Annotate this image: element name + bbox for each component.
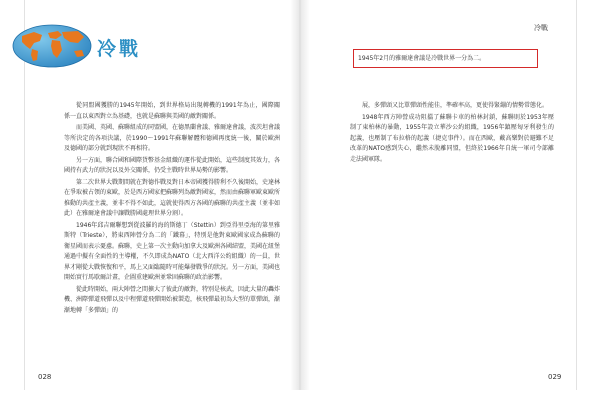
left-page-number: 028: [38, 373, 52, 381]
paragraph: 從此時開始，兩大陣營之間擴大了彼此的敵對，特別是核武，因此大量的轟炸機、洲際彈道飛彈以及中程彈道飛彈開始被製造，核飛彈最初為大型的單彈頭，漸漸地轉「多彈頭」的: [64, 285, 281, 314]
paragraph: 展，多彈頭又比單彈頭性能佳，準確率高，更使得緊繃的情勢常態化。: [362, 102, 549, 109]
chapter-title: 冷戰: [97, 38, 142, 60]
right-body-text: [350, 101, 554, 166]
book-gutter: [290, 0, 310, 390]
callout-box: 1945年2月的雅爾達會議是冷戰世界一分為二。: [353, 49, 538, 68]
running-head: 冷戰: [534, 24, 548, 32]
right-page-number: 029: [548, 373, 562, 381]
paragraph: 另一方面，聯合國和國際貨幣基金組織的運作從此開始，這些制度其效力，各國持有武力的狀況以及外交關係，仍受主戰時世界局勢的影響。: [64, 156, 281, 174]
world-map-globe-icon: [12, 24, 92, 68]
paragraph: 而美國、英國、蘇聯組成的同盟國，在德黑蘭會議、雅爾達會議，波茨坦會議等所決定的各項決議，於1990～1991年蘇聯解體和德國再度統一後，關於歐洲及德國的部分就到現狀不再相符。: [64, 124, 281, 152]
left-body-text: [64, 101, 280, 317]
paragraph: 1946年邱吉爾聯想到從波羅的海的斯德丁（Stettin）到亞得里亞海的第里雅斯特（Trieste），將東西陣營分為二的「鐵幕」，特別是他對東歐國家成為蘇聯的衛星國而表示憂慮。蘇聯，史上第一次主動向加拿大及歐洲各國結盟，美國在紐堡通過中擬有全面性的主導權，不久即成為NATO（北大西洋公約組織）的一員，世界才剛從大戰恢復和平，馬上又面臨隨時可能爆發戰爭的狀況。另一方面，美國也開始實行馬歇爾計畫，企圖重建歐洲並鞏固蘇聯的政治影響。: [64, 221, 281, 281]
paragraph: 從同盟國獲勝的1945年開始，到世界格局出現轉機的1991年為止，國際關係一直以東西對立為基礎，也就是蘇聯與美國的敵對關係。: [64, 102, 280, 120]
paragraph: 第二次世界大戰期間就在對德作戰及對日本帝國獲得勝利不久後開始，史達林在爭取被占領的東歐，於是西方國家把蘇聯列為敵對國家，然而由蘇聯軍歐東歐所推動的共產主義，並非不得不如此，這就使得西方各國的蘇聯的共產主義（並非如此）在雅爾達會議中讓戰勝國處理世界分割）。: [64, 178, 281, 217]
paragraph: 1948年西方陣營成功阻擋了蘇聯卡車的柏林封鎖，蘇聯則於1953年壓制了東柏林的暴動，1955年設立華沙公約組織，1956年鎮壓匈牙利發生的起義，也壓制了布拉格的起義（捷克事件）。而在西歐，戴高樂對於避難不足改革的NATO感到失心，繼然未脫離同盟，但終於1966年自統一軍司令部離走法國軍隊。: [350, 113, 554, 163]
